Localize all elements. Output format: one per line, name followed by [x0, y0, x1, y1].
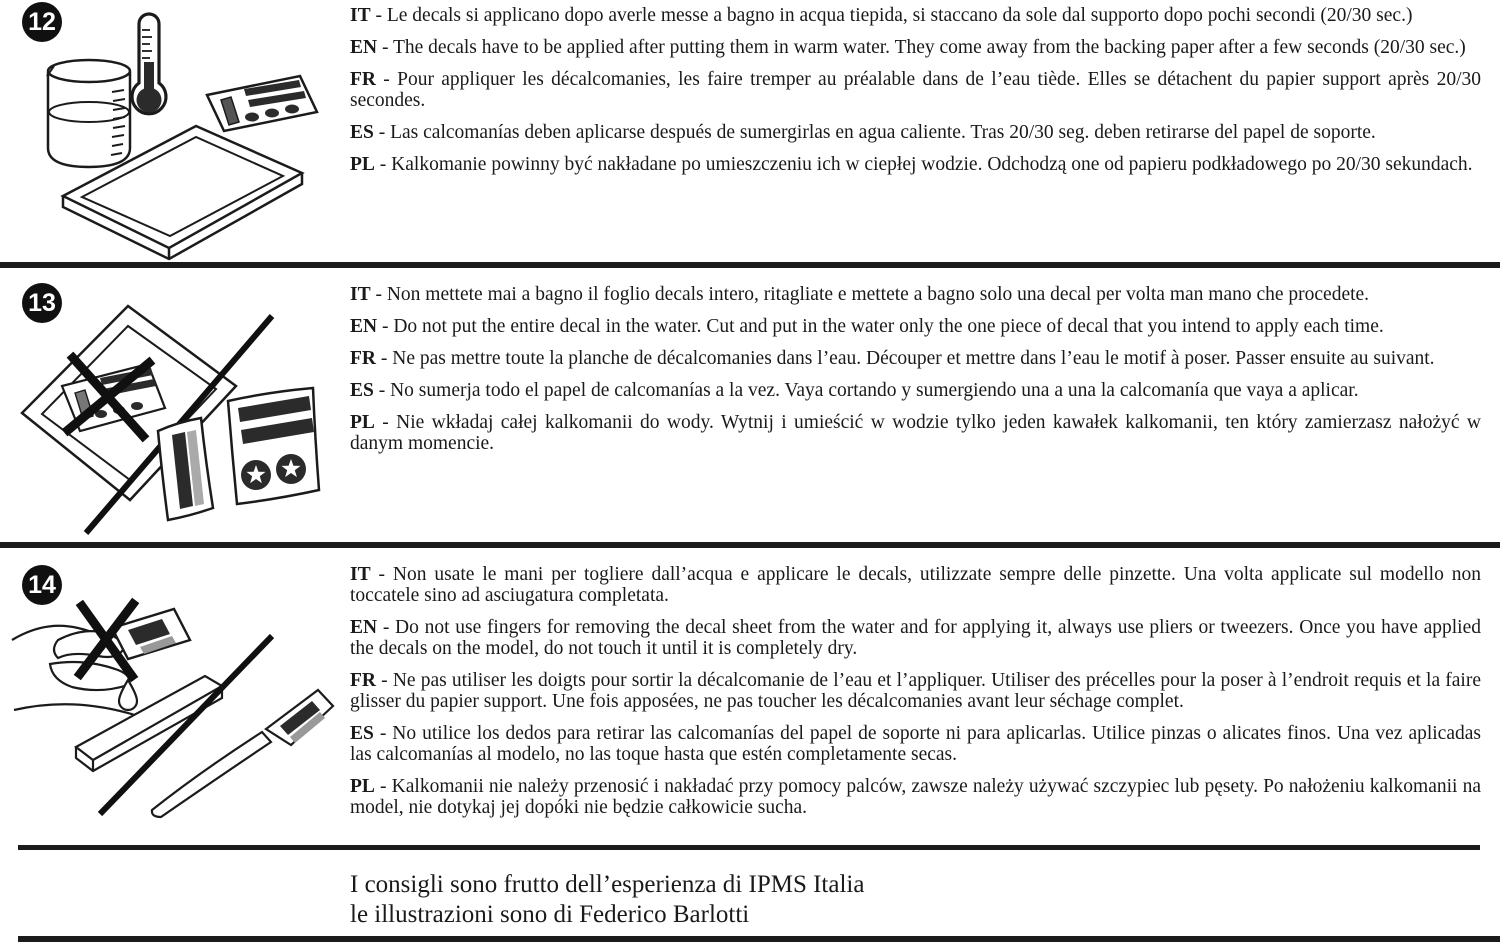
step-number: 14 — [28, 570, 56, 599]
paragraph-text: - Ne pas mettre toute la planche de décalcomanies dans l’eau. Découper et mettre dans l’eau le motif à poser. Passer ensuite au suivant. — [376, 348, 1435, 369]
lang-label-en: EN — [350, 617, 378, 638]
step-12-illustration — [0, 0, 350, 262]
lang-label-pl: PL — [350, 776, 375, 797]
step-14-it-paragraph — [350, 564, 1481, 606]
step-14-text-block — [350, 548, 1500, 845]
lang-label-es: ES — [350, 122, 374, 143]
step-14-section — [0, 548, 1500, 845]
step-12-it-paragraph — [350, 5, 1481, 26]
step-number: 13 — [28, 288, 56, 317]
lang-label-es: ES — [350, 380, 374, 401]
decal-sheet-icon — [207, 76, 317, 131]
paragraph-text: - Las calcomanías deben aplicarse después de sumergirlas en agua caliente. Tras 20/30 seg. deben retirarse del papel de soporte. — [373, 122, 1376, 143]
credits-line-2: le illustrazioni sono di Federico Barlotti — [350, 901, 750, 928]
lang-label-pl: PL — [350, 154, 375, 175]
paragraph-text: - Kalkomanii nie należy przenosić i nakładać przy pomocy palców, zawsze należy używać szczypiec lub pęsety. Po nałożeniu kalkomanii na model, nie dotykaj jej dopóki nie będzie całkowicie sucha. — [350, 776, 1481, 818]
lang-label-it: IT — [350, 284, 371, 305]
step-14-illustration — [0, 548, 350, 845]
lang-label-fr: FR — [350, 670, 376, 691]
lang-label-es: ES — [350, 723, 374, 744]
paragraph-text: - No sumerja todo el papel de calcomanías a la vez. Vaya cortando y sumergiendo una a una la calcomanía que vaya a aplicar. — [373, 380, 1359, 401]
water-tray-icon — [63, 126, 302, 259]
step-13-section — [0, 268, 1500, 542]
step-12-text-block — [350, 0, 1500, 262]
step-12-section — [0, 0, 1500, 262]
beaker-icon — [47, 60, 130, 167]
step-13-illustration — [0, 268, 350, 542]
step-13-it-paragraph — [350, 284, 1481, 305]
bottom-border — [18, 936, 1500, 942]
paragraph-text: - Do not use fingers for removing the decal sheet from the water and for applying it, always use pliers or tweezers. Once you have applied the decals on the model, do not touch it until it is completely dry. — [350, 617, 1481, 659]
star-decal-icon — [228, 388, 319, 504]
step-13-fr-paragraph — [350, 348, 1481, 369]
paragraph-text: - Le decals si applicano dopo averle messe a bagno in acqua tiepida, si staccano da sole dal supporto dopo pochi secondi (20/30 sec.) — [370, 5, 1413, 26]
step-14-es-paragraph — [350, 723, 1481, 765]
step-13-es-paragraph — [350, 380, 1481, 401]
step-14-fr-paragraph — [350, 670, 1481, 712]
paragraph-text: - No utilice los dedos para retirar las calcomanías del papel de soporte ni para aplicarlas. Utilice pinzas o alicates finos. Una vez aplicadas las calcomanías al modelo, no las toque hasta que estén completamente secas. — [350, 723, 1481, 765]
lang-label-fr: FR — [350, 69, 376, 90]
cut-decal-pieces-icon — [158, 418, 213, 520]
lang-label-en: EN — [350, 37, 378, 58]
step-12-en-paragraph — [350, 37, 1481, 58]
step-12-fr-paragraph — [350, 69, 1481, 111]
paragraph-text: - Ne pas utiliser les doigts pour sortir la décalcomanie de l’eau et l’appliquer. Utiliser des précelles pour la poser à l’endroit requis et la faire glisser du papier support. Une fois apposées, ne pas toucher les décalcomanies avant leur séchage complet. — [350, 670, 1481, 712]
paragraph-text: - The decals have to be applied after putting them in warm water. They come away from the backing paper after a few seconds (20/30 sec.) — [377, 37, 1466, 58]
step-13-number-badge — [22, 283, 62, 323]
credits-line-1: I consigli sono frutto dell’esperienza di IPMS Italia — [350, 871, 865, 898]
lang-label-fr: FR — [350, 348, 376, 369]
lang-label-it: IT — [350, 5, 371, 26]
lang-label-en: EN — [350, 316, 378, 337]
step-14-number-badge — [22, 565, 62, 605]
credits-footer — [0, 850, 1500, 936]
step-13-en-paragraph — [350, 316, 1481, 337]
step-12-es-paragraph — [350, 122, 1481, 143]
lang-label-it: IT — [350, 564, 371, 585]
paragraph-text: - Pour appliquer les décalcomanies, les faire tremper au préalable dans de l’eau tiède. Elles se détachent du papier support après 20/30 secondes. — [350, 69, 1481, 111]
step-13-pl-paragraph — [350, 412, 1481, 454]
step-number: 12 — [28, 7, 56, 36]
step-12-pl-paragraph — [350, 154, 1481, 175]
paragraph-text: - Non mettete mai a bagno il foglio decals intero, ritagliate e mettete a bagno solo una decal per volta man mano che procedete. — [370, 284, 1370, 305]
step-12-number-badge — [22, 2, 62, 42]
paragraph-text: - Do not put the entire decal in the water. Cut and put in the water only the one piece of decal that you intend to apply each time. — [377, 316, 1384, 337]
lang-label-pl: PL — [350, 412, 375, 433]
thermometer-icon — [132, 14, 166, 114]
step-13-text-block — [350, 268, 1500, 542]
paragraph-text: - Nie wkładaj całej kalkomanii do wody. Wytnij i umieścić w wodzie tylko jeden kawałek kalkomanii, ten który zamierzasz nałożyć w danym momencie. — [350, 412, 1481, 454]
paragraph-text: - Non usate le mani per togliere dall’acqua e applicare le decals, utilizzate sempre delle pinzette. Una volta applicate sul modello non toccatele sino ad asciugatura completata. — [350, 564, 1481, 606]
paragraph-text: - Kalkomanie powinny być nakładane po umieszczeniu ich w ciepłej wodzie. Odchodzą one od papieru podkładowego po 20/30 sekundach. — [374, 154, 1473, 175]
step-14-en-paragraph — [350, 617, 1481, 659]
step-14-pl-paragraph — [350, 776, 1481, 818]
soak-tools-illustration — [0, 0, 350, 262]
